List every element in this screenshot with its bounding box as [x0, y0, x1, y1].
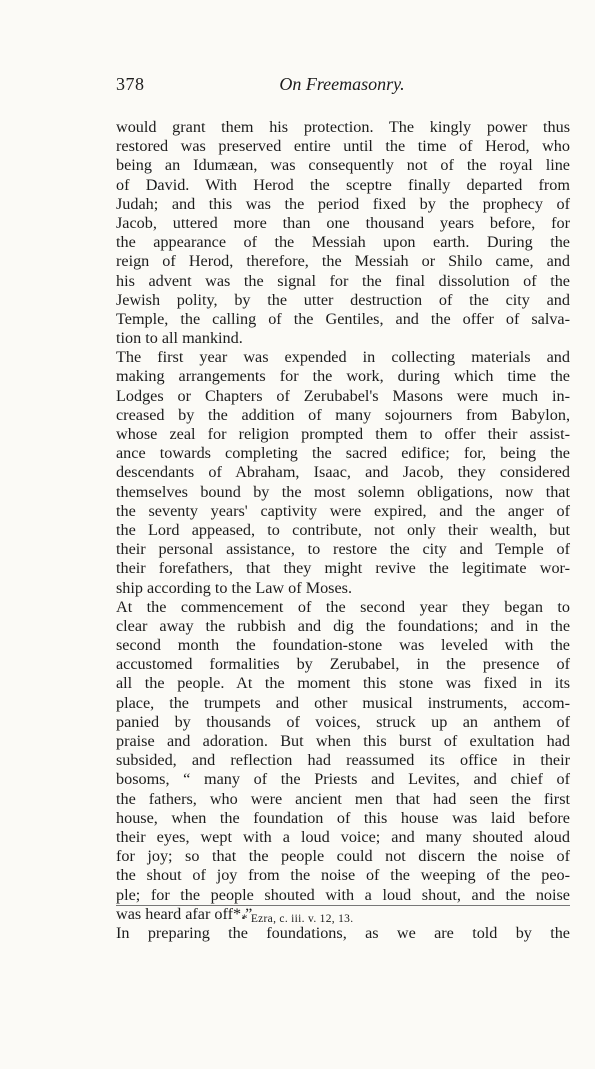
text-line: the shout of joy from the noise of the weeping of the peo- [116, 866, 570, 885]
text-line: being an Idumæan, was consequently not of the royal line [116, 156, 570, 175]
text-line: Judah; and this was the period fixed by the prophecy of [116, 194, 570, 213]
text-line: would grant them his protection. The kingly power thus [116, 118, 570, 136]
text-line: ple; for the people shouted with a loud shout, and the noise [116, 885, 570, 904]
text-line: bosoms, “ many of the Priests and Levites, and chief of [116, 770, 570, 789]
text-line: The first year was expended in collecting materials and [116, 348, 570, 367]
text-line: all the people. At the moment this stone was fixed in its [116, 674, 570, 693]
text-line: Jewish polity, by the utter destruction of the city and [116, 290, 570, 309]
text-line: creased by the addition of many sojourners from Babylon, [116, 405, 570, 424]
text-line: At the commencement of the second year they began to [116, 597, 570, 616]
page-number: 378 [116, 74, 145, 94]
text-line: their personal assistance, to restore the city and Temple of [116, 540, 570, 559]
text-line: panied by thousands of voices, struck up an anthem of [116, 712, 570, 731]
text-line: the fathers, who were ancient men that had seen the first [116, 789, 570, 808]
text-line: descendants of Abraham, Isaac, and Jacob, they considered [116, 463, 570, 482]
text-line: themselves bound by the most solemn obligations, now that [116, 482, 570, 501]
text-line: was heard afar off*.” [116, 904, 253, 923]
text-line: for joy; so that the people could not discern the noise of [116, 847, 570, 866]
footnote-rule [116, 905, 570, 906]
text-line: ship according to the Law of Moses. [116, 578, 353, 597]
text-line: house, when the foundation of this house was laid before [116, 808, 570, 827]
text-line: place, the trumpets and other musical instruments, accom- [116, 693, 570, 712]
text-line: In preparing the foundations, as we are told by the [116, 923, 570, 942]
text-line: whose zeal for religion prompted them to offer their assist- [116, 425, 570, 443]
text-line: restored was preserved entire until the time of Herod, who [116, 137, 570, 156]
text-line: of David. With Herod the sceptre finally departed from [116, 175, 570, 194]
text-line: reign of Herod, therefore, the Messiah or Shilo came, and [116, 252, 570, 271]
text-line: subsided, and reflection had reassumed its office in their [116, 751, 570, 770]
text-line: Temple, the calling of the Gentiles, and the offer of salva- [116, 309, 570, 328]
text-line: second month the foundation-stone was leveled with the [116, 636, 570, 655]
text-line: his advent was the signal for the final dissolution of the [116, 271, 570, 290]
running-title: On Freemasonry. [279, 74, 405, 94]
text-line: the Lord appeased, to contribute, not only their wealth, but [116, 520, 570, 539]
text-line: tion to all mankind. [116, 329, 243, 348]
body-text [116, 118, 570, 943]
text-line: their forefathers, that they might revive the legitimate wor- [116, 559, 570, 578]
footnote: * Ezra, c. iii. v. 12, 13. [241, 913, 354, 925]
text-line: the seventy years' captivity were expired, and the anger of [116, 501, 570, 520]
text-line: praise and adoration. But when this burst of exultation had [116, 732, 570, 750]
text-line: Lodges or Chapters of Zerubabel's Masons were much in- [116, 386, 570, 405]
text-line: the appearance of the Messiah upon earth. During the [116, 233, 570, 252]
text-line: their eyes, wept with a loud voice; and many shouted aloud [116, 827, 570, 846]
text-line: ance towards completing the sacred edifice; for, being the [116, 444, 570, 463]
text-line: Jacob, uttered more than one thousand years before, for [116, 213, 570, 232]
page-header [116, 74, 568, 102]
text-line: clear away the rubbish and dig the foundations; and in the [116, 616, 570, 635]
text-line: accustomed formalities by Zerubabel, in the presence of [116, 655, 570, 674]
text-line: making arrangements for the work, during which time the [116, 367, 570, 386]
